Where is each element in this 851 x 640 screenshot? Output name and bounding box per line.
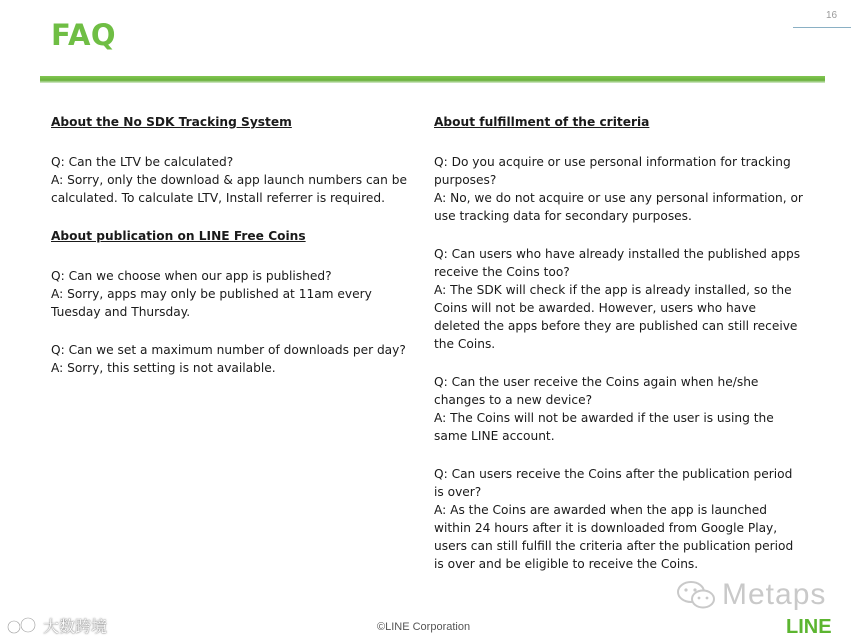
faq-item bbox=[434, 153, 804, 225]
watermark bbox=[6, 614, 107, 637]
faq-answer: A: Sorry, apps may only be published at 11am every Tuesday and Thursday. bbox=[51, 287, 372, 319]
footer-copyright: ©LINE Corporation bbox=[377, 621, 471, 633]
watermark-logo-icon bbox=[6, 616, 40, 636]
metaps-logo bbox=[676, 578, 826, 612]
metaps-logo-text: Metaps bbox=[722, 578, 827, 611]
faq-item bbox=[51, 267, 421, 321]
faq-answer: A: Sorry, this setting is not available. bbox=[51, 361, 276, 375]
left-column bbox=[51, 113, 421, 397]
faq-answer: A: No, we do not acquire or use any personal information, or use tracking data for secondary purposes. bbox=[434, 191, 803, 223]
faq-answer: A: Sorry, only the download & app launch numbers can be calculated. To calculate LTV, Install referrer is required. bbox=[51, 173, 407, 205]
faq-item bbox=[434, 465, 804, 573]
faq-item bbox=[434, 373, 804, 445]
faq-item bbox=[51, 153, 421, 207]
faq-question: Q: Can we choose when our app is published? bbox=[51, 269, 332, 283]
section-heading: About the No SDK Tracking System bbox=[51, 115, 292, 129]
faq-item bbox=[434, 245, 804, 353]
watermark-text: 大数跨境 bbox=[43, 617, 108, 636]
faq-answer: A: As the Coins are awarded when the app is launched within 24 hours after it is downloaded from Google Play, users can still fulfill the criteria after the publication period is over and be eligible to receive the Coins. bbox=[434, 503, 794, 571]
section-heading: About publication on LINE Free Coins bbox=[51, 229, 306, 243]
faq-question: Q: Can the LTV be calculated? bbox=[51, 155, 234, 169]
right-column bbox=[434, 113, 804, 593]
wechat-bubble-icon bbox=[676, 578, 718, 612]
faq-answer: A: The Coins will not be awarded if the user is using the same LINE account. bbox=[434, 411, 774, 443]
faq-question: Q: Do you acquire or use personal information for tracking purposes? bbox=[434, 155, 791, 187]
faq-question: Q: Can the user receive the Coins again when he/she changes to a new device? bbox=[434, 375, 759, 407]
line-logo: LINE bbox=[786, 616, 832, 638]
title-underline-bar bbox=[40, 76, 825, 83]
faq-answer: A: The SDK will check if the app is already installed, so the Coins will not be awarded. However, users who have deleted the apps before they are published can still receive the Coins. bbox=[434, 283, 798, 351]
page-number: 16 bbox=[826, 10, 838, 21]
section-heading: About fulfillment of the criteria bbox=[434, 115, 650, 129]
faq-item bbox=[51, 341, 421, 377]
faq-question: Q: Can users receive the Coins after the publication period is over? bbox=[434, 467, 793, 499]
page-number-rule bbox=[793, 27, 851, 28]
page-title: FAQ bbox=[51, 18, 117, 52]
faq-question: Q: Can users who have already installed the published apps receive the Coins too? bbox=[434, 247, 801, 279]
faq-question: Q: Can we set a maximum number of downloads per day? bbox=[51, 343, 406, 357]
